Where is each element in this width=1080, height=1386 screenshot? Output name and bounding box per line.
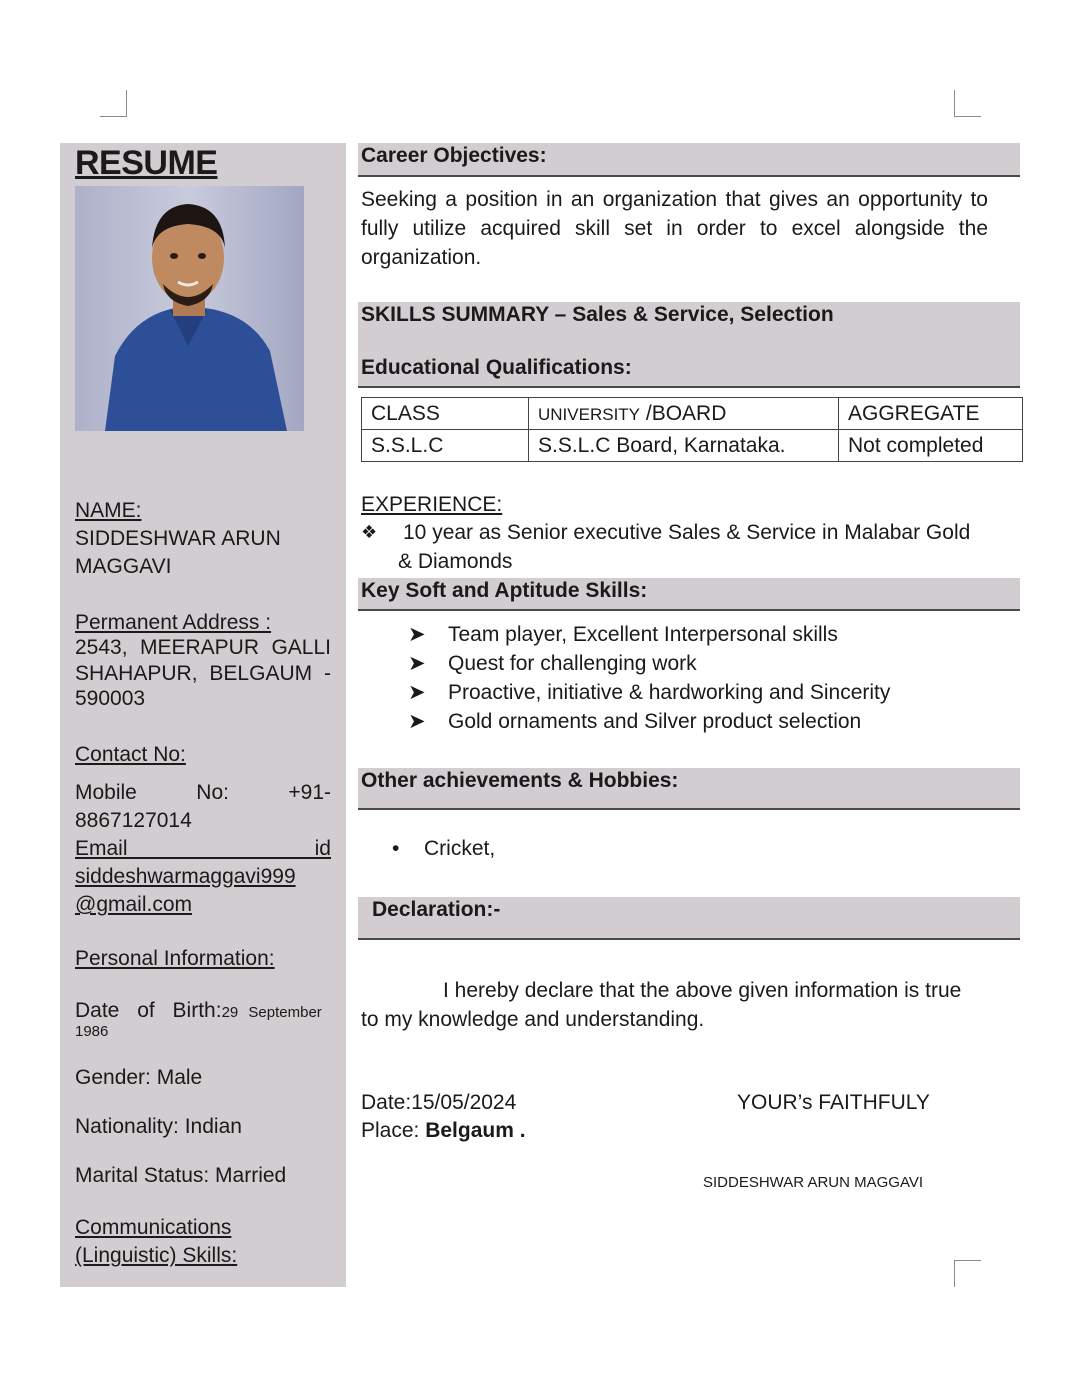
profile-photo-illustration [75, 186, 304, 431]
declaration-heading: Declaration:- [358, 897, 1020, 940]
dot-bullet-icon: • [392, 837, 400, 860]
list-item [408, 707, 1008, 736]
email-line-2[interactable]: @gmail.com [75, 893, 193, 916]
sidebar [60, 143, 346, 1287]
table-cell: S.S.L.C Board, Karnataka. [529, 430, 839, 462]
list-item-text: Gold ornaments and Silver product selection [448, 710, 862, 733]
mobile-line-1: Mobile No: +91- [75, 781, 331, 804]
gender: Gender: Male [75, 1066, 203, 1089]
place-value: Belgaum . [425, 1119, 526, 1142]
communications-label-1: Communications [75, 1216, 232, 1239]
list-item-text: Quest for challenging work [448, 652, 697, 675]
name-label: NAME: [75, 499, 142, 522]
soft-skills-heading: Key Soft and Aptitude Skills: [358, 578, 1020, 611]
skills-summary-heading: SKILLS SUMMARY – Sales & Service, Selection [358, 302, 1020, 356]
column-header: CLASS [362, 398, 529, 430]
list-item-text: Proactive, initiative & hardworking and Sincerity [448, 681, 891, 704]
dob-value: 29 September [221, 1004, 322, 1021]
declaration-line-2: to my knowledge and understanding. [361, 1008, 705, 1031]
list-item [408, 678, 1008, 707]
profile-photo [75, 186, 304, 431]
career-heading: Career Objectives: [358, 143, 1020, 177]
soft-skills-list [408, 620, 1008, 736]
contact-label: Contact No: [75, 743, 186, 766]
arrow-bullet-icon: ➤ [408, 652, 426, 675]
experience-line-1: 10 year as Senior executive Sales & Service in Malabar Gold [403, 521, 971, 544]
career-line-3: organization. [361, 246, 482, 269]
closing-text: YOUR’s FAITHFULY [737, 1091, 930, 1114]
column-header-board: /BOARD [640, 401, 727, 425]
career-line-1: Seeking a position in an organization that gives an opportunity to [361, 188, 988, 211]
crop-mark-top-right [954, 90, 981, 117]
list-item [408, 620, 1008, 649]
arrow-bullet-icon: ➤ [408, 710, 426, 733]
hobby-item: Cricket, [424, 837, 496, 860]
column-header [529, 398, 839, 430]
signature-name: SIDDESHWAR ARUN MAGGAVI [703, 1174, 924, 1191]
address-line-1: 2543, MEERAPUR GALLI [75, 636, 331, 659]
table-row [362, 430, 1023, 462]
address-line-2: SHAHAPUR, BELGAUM - [75, 662, 331, 685]
arrow-bullet-icon: ➤ [408, 681, 426, 704]
education-heading: Educational Qualifications: [358, 355, 1020, 388]
dob-year: 1986 [75, 1023, 109, 1040]
table-cell: Not completed [839, 430, 1023, 462]
mobile-line-2: 8867127014 [75, 809, 192, 832]
list-item-text: Team player, Excellent Interpersonal skills [448, 623, 838, 646]
crop-mark-bottom-right [954, 1260, 981, 1287]
dob-label: Date of Birth: [75, 999, 222, 1022]
experience-heading: EXPERIENCE: [361, 493, 503, 516]
nationality: Nationality: Indian [75, 1115, 242, 1138]
column-header: AGGREGATE [839, 398, 1023, 430]
personal-info-label: Personal Information: [75, 947, 275, 970]
place-label: Place: [361, 1119, 426, 1142]
marital-status: Marital Status: Married [75, 1164, 287, 1187]
diamond-bullet-icon: ❖ [361, 522, 378, 542]
crop-mark-top-left [100, 90, 127, 117]
column-header-university: UNIVERSITY [538, 404, 641, 424]
table-cell: S.S.L.C [362, 430, 529, 462]
communications-label-2: (Linguistic) Skills: [75, 1244, 238, 1267]
career-line-2: fully utilize acquired skill set in order to excel alongside the [361, 217, 988, 240]
table-header-row [362, 398, 1023, 430]
declaration-line-1: I hereby declare that the above given information is true [443, 979, 962, 1002]
email-line-1[interactable]: siddeshwarmaggavi999 [75, 865, 296, 888]
hobbies-heading: Other achievements & Hobbies: [358, 768, 1020, 810]
address-label: Permanent Address : [75, 611, 272, 634]
education-table [361, 397, 1023, 462]
email-label: Email id [75, 837, 331, 860]
arrow-bullet-icon: ➤ [408, 623, 426, 646]
name-value: SIDDESHWAR ARUN MAGGAVI [75, 527, 281, 578]
address-line-3: 590003 [75, 687, 146, 710]
resume-title: RESUME [75, 144, 218, 182]
experience-line-2: & Diamonds [398, 550, 513, 573]
list-item [408, 649, 1008, 678]
declaration-place [361, 1116, 661, 1145]
declaration-date: Date:15/05/2024 [361, 1091, 517, 1114]
